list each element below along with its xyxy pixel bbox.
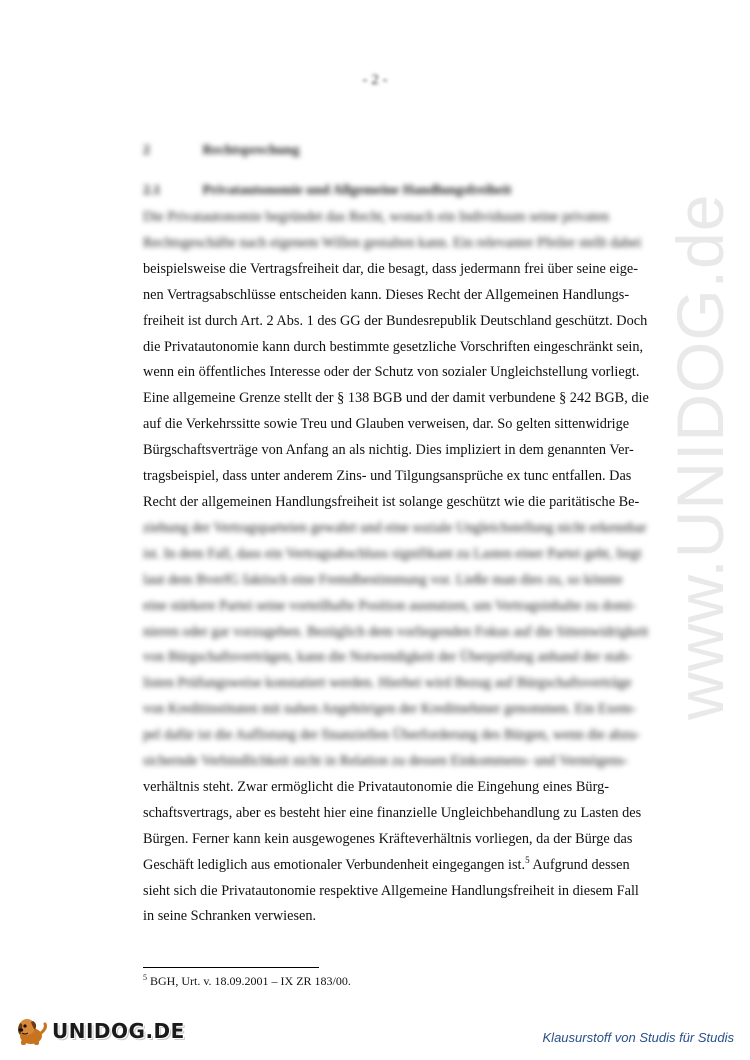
text-line (143, 464, 632, 490)
text-line-content: nen Vertragsabschlüsse entscheiden kann. Dieses Recht der Allgemeinen Handlungs- (143, 286, 630, 303)
chapter-title: Rechtsprechung (202, 143, 300, 158)
text-line-content: die Privatautonomie kann durch bestimmte gesetzliche Vorschriften eingeschränkt sein, (143, 338, 644, 355)
text-line (143, 205, 609, 231)
text-line-content: Geschäft lediglich aus emotionaler Verbundenheit eingegangen ist. (143, 856, 526, 873)
text-line-content: freiheit ist durch Art. 2 Abs. 1 des GG der Bundesrepublik Deutschland geschützt. Doch (143, 312, 648, 329)
text-line (143, 853, 630, 879)
page-number: - 2 - (362, 72, 388, 88)
text-line (143, 723, 641, 749)
text-line (143, 801, 642, 827)
text-line-content: eine stärkere Partei seine vorteilhafte Position ausnutzen, um Vertragsinhalte zu domi- (143, 597, 637, 614)
text-line-content: tragsbeispiel, dass unter anderem Zins- und Tilgungsansprüche ex tunc entfallen. Das (143, 468, 632, 485)
text-line (143, 231, 642, 257)
text-line-content: wenn ein öffentliches Interesse oder der Schutz von sozialer Ungleichstellung vorliegt. (143, 364, 640, 381)
chapter-number: 2 (143, 143, 150, 158)
text-line-content: laut dem BverfG faktisch eine Fremdbestimmung vor. Ließe man dies zu, so könnte (143, 571, 623, 588)
section-heading (143, 183, 511, 199)
text-line-content: Bürgschaftsverträge von Anfang an als nichtig. Dies impliziert in dem genannten Ver- (143, 442, 634, 459)
text-line (143, 568, 623, 594)
text-line (143, 594, 637, 620)
footnote-divider (143, 967, 319, 968)
text-line (143, 257, 638, 283)
text-line (143, 283, 630, 309)
text-line-content: pel dafür ist die Auflistung der finanziellen Überforderung des Bürgen, wenn die abzu- (143, 727, 641, 744)
text-line-content: listen Prüfungsweise konstatiert werden. Hierbei wird Bezug auf Bürgschaftsverträge (143, 675, 632, 692)
text-line (143, 671, 632, 697)
chapter-heading (143, 143, 299, 159)
text-line (143, 697, 637, 723)
text-line-content: ist. In dem Fall, dass ein Vertragsabschluss signifikant zu Lasten einer Partei geht, liegt (143, 545, 642, 562)
text-line (143, 542, 642, 568)
text-line (143, 412, 630, 438)
footnote (143, 974, 351, 989)
footnote-reference[interactable]: 5 (525, 854, 530, 865)
text-line-content: von Bürgschaftsverträgen, kann die Notwendigkeit der Überprüfung anhand der stab- (143, 649, 632, 666)
section-title: Privatautonomie und Allgemeine Handlungsfreiheit (202, 183, 512, 198)
text-line (143, 490, 640, 516)
text-line-content: sieht sich die Privatautonomie respektive Allgemeine Handlungsfreiheit in diesem Fall (143, 882, 639, 899)
footer-slogan: Klausurstoff von Studis für Studis (542, 1030, 734, 1045)
text-line-content: in seine Schranken verwiesen. (143, 908, 317, 925)
text-line-content: schaftsvertrags, aber es besteht hier eine finanzielle Ungleichbehandlung zu Lasten des (143, 804, 642, 821)
dog-icon (14, 1016, 48, 1046)
text-line-content: Recht der allgemeinen Handlungsfreiheit ist solange geschützt wie die paritätische Be- (143, 493, 640, 510)
text-line-content: Die Privatautonomie begründet das Recht, wonach ein Individuum seine privaten (143, 209, 609, 225)
footnote-text: BGH, Urt. v. 18.09.2001 – IX ZR 183/00. (150, 974, 351, 988)
text-line (143, 360, 640, 386)
logo-text: UNIDOG.DE (52, 1019, 185, 1043)
text-line (143, 438, 634, 464)
text-line-content: ziehung der Vertragsparteien gewahrt und eine soziale Ungleichstellung nicht erkennbar (143, 519, 647, 536)
unidog-logo[interactable] (14, 1016, 185, 1046)
text-line-continuation: Aufgrund dessen (529, 856, 630, 873)
text-line (143, 386, 649, 412)
text-line-content: nieren oder gar vorzugeben. Bezüglich dem vorliegenden Fokus auf die Sittenwidrigkeit (143, 623, 649, 640)
text-line (143, 620, 649, 646)
section-number: 2.1 (143, 183, 161, 198)
text-line (143, 335, 644, 361)
body-paragraph (143, 205, 649, 930)
text-line (143, 904, 609, 930)
text-line-content: Eine allgemeine Grenze stellt der § 138 BGB und der damit verbundene § 242 BGB, die (143, 390, 649, 407)
text-line-content: Rechtsgeschäfte nach eigenem Willen gestalten kann. Ein relevanter Pfeiler stellt dabei (143, 234, 642, 251)
text-line (143, 516, 647, 542)
text-line-content: beispielsweise die Vertragsfreiheit dar, die besagt, dass jedermann frei über seine eige- (143, 260, 638, 277)
text-line-content: Bürgen. Ferner kann kein ausgewogenes Kräfteverhältnis vorliegen, da der Bürge das (143, 830, 633, 847)
text-line (143, 879, 639, 905)
text-line-content: von Kreditinstituten mit nahen Angehörigen der Kreditnehmer genommen. Ein Exem- (143, 701, 637, 718)
text-line (143, 775, 609, 801)
footnote-number: 5 (143, 973, 147, 982)
text-line (143, 645, 632, 671)
text-line (143, 309, 648, 335)
text-line-content: verhältnis steht. Zwar ermöglicht die Privatautonomie die Eingehung eines Bürg- (143, 778, 609, 795)
watermark: www.UNIDOG.de (663, 193, 737, 720)
text-line (143, 749, 629, 775)
text-line (143, 827, 633, 853)
text-line-content: sichernde Verbindlichkeit nicht in Relation zu dessen Einkommens- und Vermögens- (143, 753, 629, 770)
text-line-content: auf die Verkehrssitte sowie Treu und Glauben verweisen, dar. So gelten sittenwidrige (143, 416, 630, 433)
